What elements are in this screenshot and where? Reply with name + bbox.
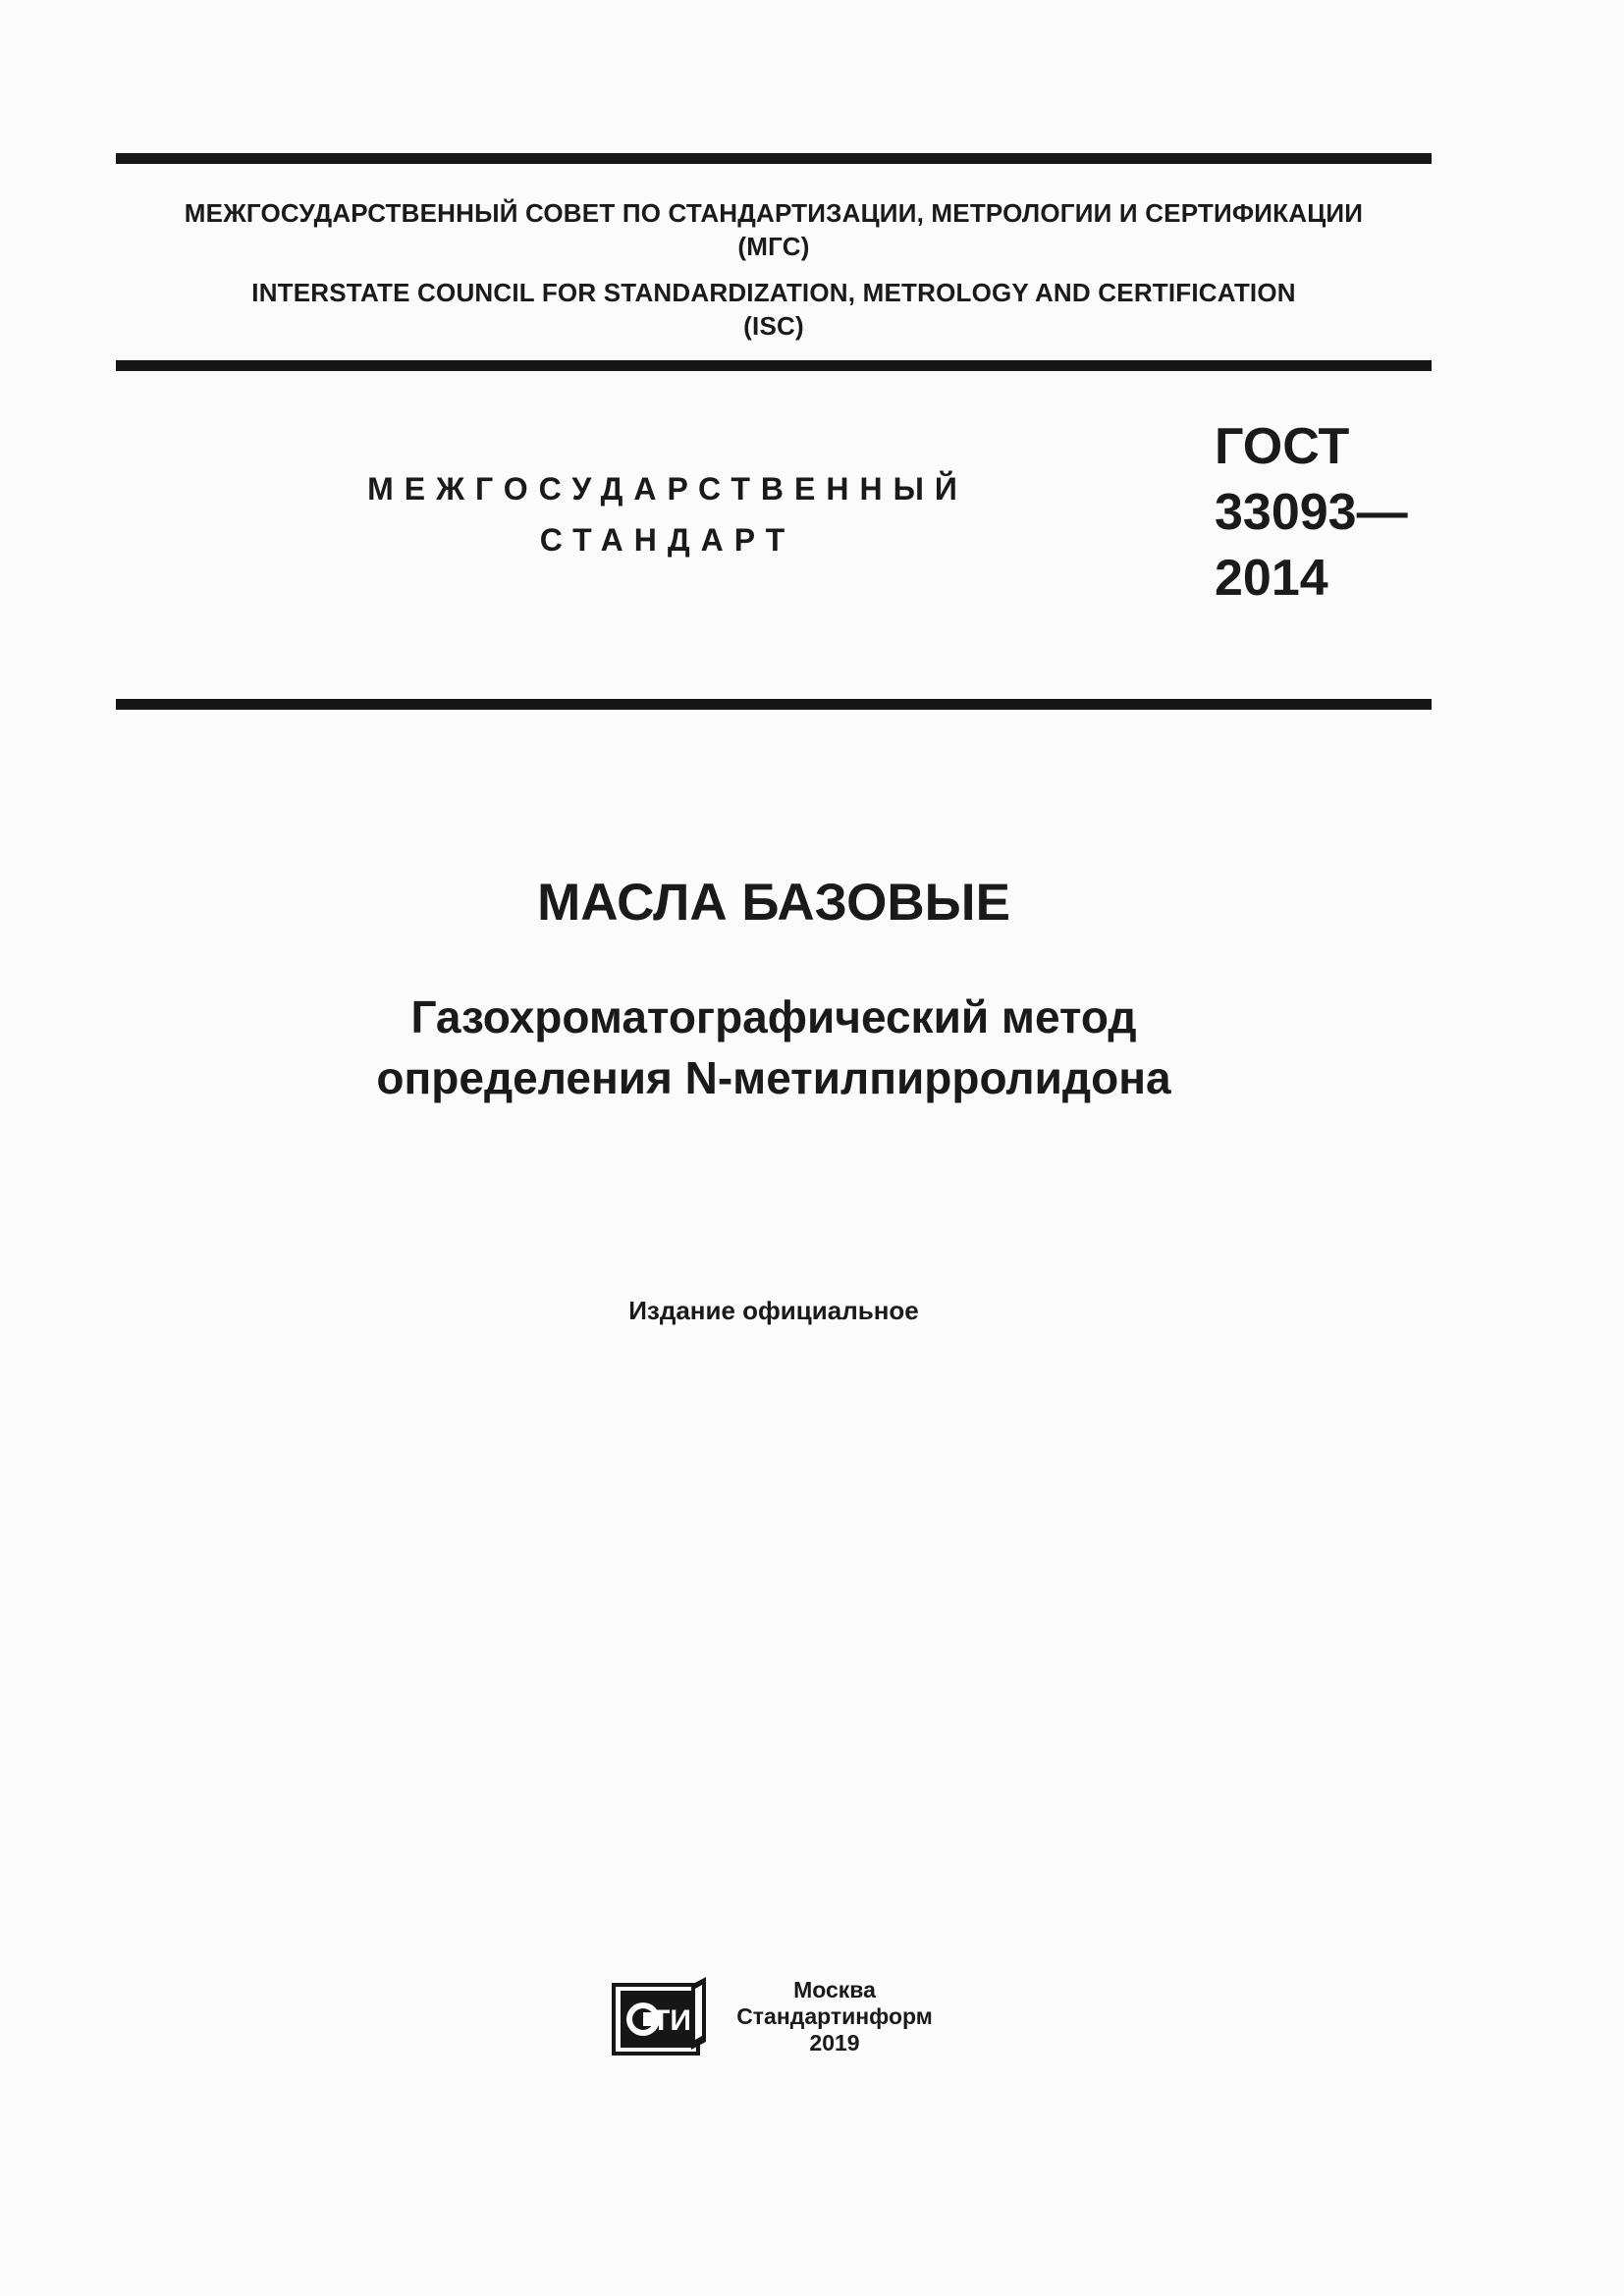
publisher-block <box>717 1977 952 2056</box>
publisher-city: Москва <box>793 1977 876 2002</box>
publisher-name: Стандартинформ <box>736 2003 933 2029</box>
designation-prefix: ГОСТ <box>1215 418 1350 475</box>
document-subtitle <box>116 987 1432 1108</box>
standard-kind <box>295 463 1041 565</box>
standartinform-logo-icon <box>611 1977 709 2057</box>
council-bottom-rule <box>116 360 1432 371</box>
top-rule <box>116 153 1432 164</box>
designation-year: 2014 <box>1215 550 1328 607</box>
svg-text:ТИ: ТИ <box>652 2004 691 2037</box>
council-ru-abbr: (МГС) <box>737 232 810 261</box>
council-ru-name: МЕЖГОСУДАРСТВЕННЫЙ СОВЕТ ПО СТАНДАРТИЗАЦИИ, МЕТРОЛОГИИ И СЕРТИФИКАЦИИ <box>184 198 1364 228</box>
header-bottom-rule <box>116 699 1432 710</box>
subtitle-line1: Газохроматографический метод <box>410 991 1137 1042</box>
publisher-year: 2019 <box>809 2030 860 2056</box>
standard-kind-line2: СТАНДАРТ <box>539 522 796 558</box>
council-ru-block <box>116 196 1432 263</box>
standard-kind-line1: МЕЖГОСУДАРСТВЕННЫЙ <box>367 471 968 507</box>
edition-note: Издание официальное <box>628 1296 919 1325</box>
document-title: МАСЛА БАЗОВЫЕ <box>537 874 1010 932</box>
council-en-abbr: (ISC) <box>743 311 804 341</box>
standard-designation <box>1215 414 1408 612</box>
council-en-name: INTERSTATE COUNCIL FOR STANDARDIZATION, METROLOGY AND CERTIFICATION <box>251 278 1296 307</box>
subtitle-line2: определения N-метилпирролидона <box>376 1052 1171 1103</box>
designation-number: 33093— <box>1215 484 1408 541</box>
council-en-block <box>116 276 1432 343</box>
